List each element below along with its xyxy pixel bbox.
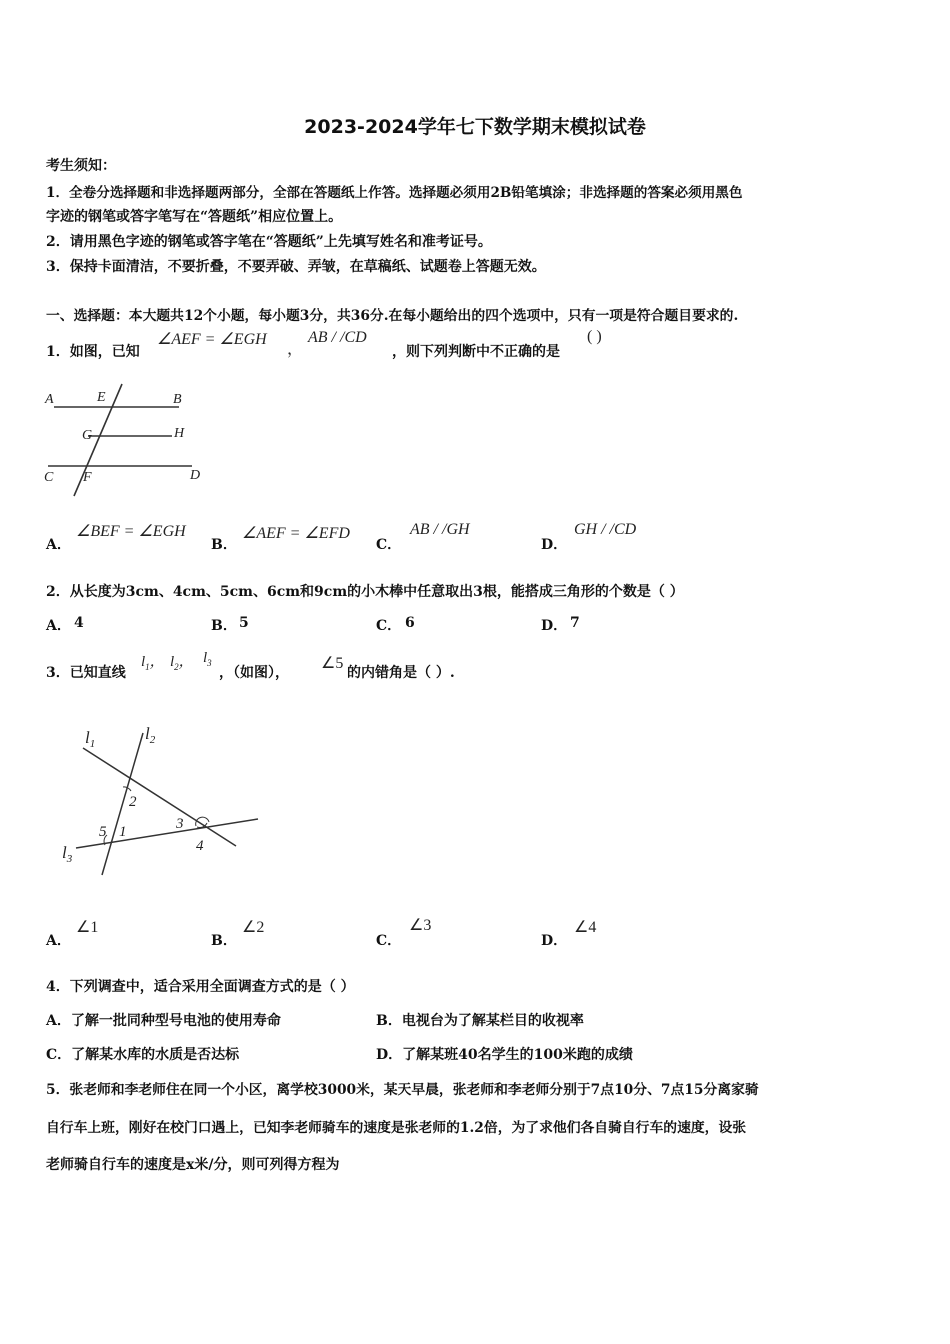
q5-line-3: 老师骑自行车的速度是x米/分，则可列得方程为 xyxy=(46,1157,340,1173)
point-d-label: D xyxy=(190,468,201,483)
q1-option-c-text: AB / /GH xyxy=(410,521,470,538)
q3-suffix: 的内错角是（ ）. xyxy=(347,665,455,681)
angle-label-1: 1 xyxy=(119,824,127,840)
q5-line-1: 5．张老师和李老师住在同一个小区，离学校3000米，某天早晨，张老师和李老师分别于7点10分、7点15分离家骑 xyxy=(46,1082,759,1098)
q4-option-c: C．了解某水库的水质是否达标 xyxy=(46,1047,240,1063)
point-b-label: B xyxy=(173,392,182,407)
q2-option-c-text: 6 xyxy=(405,615,415,631)
q3-mid: ，（如图）， xyxy=(219,665,289,681)
q1-condition-1: ∠AEF = ∠EGH xyxy=(157,331,267,348)
q1-condition-2: AB / /CD xyxy=(308,329,367,346)
q1-separator: ， xyxy=(287,341,304,358)
q4-option-a: A．了解一批同种型号电池的使用寿命 xyxy=(46,1013,281,1029)
point-g-label: G xyxy=(82,428,93,443)
q3-line-l1: $l_1$， xyxy=(141,654,165,672)
angle-label-5: 5 xyxy=(99,824,107,840)
q3-option-c-label: C． xyxy=(376,933,402,949)
q2-text: 2．从长度为3cm、4cm、5cm、6cm和9cm的小木棒中任意取出3根，能搭成三角形的个数是（ ） xyxy=(46,584,684,600)
q2-option-c-label: C． xyxy=(376,618,402,634)
point-c-label: C xyxy=(44,470,54,485)
q3-option-b-text: ∠2 xyxy=(242,919,265,936)
q1-option-c-label: C． xyxy=(376,537,402,553)
q1-option-d-label: D． xyxy=(541,537,568,553)
q2-option-d-text: 7 xyxy=(570,615,580,631)
notice-line-1b: 字迹的钢笔或答字笔写在“答题纸”相应位置上。 xyxy=(46,209,343,225)
q3-option-a-label: A． xyxy=(46,933,71,949)
q1-option-b-text: ∠AEF = ∠EFD xyxy=(242,525,350,542)
q1-answer-paren: ( ) xyxy=(587,328,602,345)
q4-option-d: D．了解某班40名学生的100米跑的成绩 xyxy=(376,1047,633,1063)
q2-option-d-label: D． xyxy=(541,618,568,634)
q2-option-b-label: B． xyxy=(211,618,237,634)
q3-option-b-label: B． xyxy=(211,933,237,949)
label-l2: $l_2$ xyxy=(145,724,156,746)
q4-option-b: B．电视台为了解某栏目的收视率 xyxy=(376,1013,584,1029)
q3-line-l3: $l_3$ xyxy=(203,650,212,668)
notice-line-1a: 1．全卷分选择题和非选择题两部分，全部在答题纸上作答。选择题必须用2B铅笔填涂；非选择题的答案必须用黑色 xyxy=(46,185,743,201)
label-l3: $l_3$ xyxy=(62,843,73,865)
notice-heading: 考生须知： xyxy=(46,158,116,174)
q3-option-d-text: ∠4 xyxy=(574,919,597,936)
angle-label-4: 4 xyxy=(196,838,204,854)
notice-line-2: 2．请用黑色字迹的钢笔或答字笔在“答题纸”上先填写姓名和准考证号。 xyxy=(46,234,492,250)
q1-option-d-text: GH / /CD xyxy=(574,521,637,538)
q5-line-2: 自行车上班，刚好在校门口遇上，已知李老师骑车的速度是张老师的1.2倍，为了求他们各自骑自行车的速度，设张 xyxy=(46,1120,747,1136)
section-heading: 一、选择题：本大题共12个小题，每小题3分，共36分.在每小题给出的四个选项中，只有一项是符合题目要求的. xyxy=(46,308,739,324)
q3-option-d-label: D． xyxy=(541,933,568,949)
q2-option-a-label: A． xyxy=(46,618,71,634)
point-h-label: H xyxy=(174,426,185,441)
q1-option-b-label: B． xyxy=(211,537,237,553)
q1-option-a-text: ∠BEF = ∠EGH xyxy=(76,523,186,540)
notice-line-3: 3．保持卡面清洁，不要折叠，不要弄破、弄皱，在草稿纸、试题卷上答题无效。 xyxy=(46,259,546,275)
q2-option-a-text: 4 xyxy=(74,615,84,631)
q4-text: 4．下列调查中，适合采用全面调查方式的是（ ） xyxy=(46,979,355,995)
q3-option-c-text: ∠3 xyxy=(409,917,432,934)
point-f-label: F xyxy=(83,470,92,485)
point-a-label: A xyxy=(45,392,54,407)
q1-suffix: ，则下列判断中不正确的是 xyxy=(392,344,560,360)
line-l2 xyxy=(102,733,143,875)
angle-label-3: 3 xyxy=(176,816,184,832)
point-e-label: E xyxy=(97,390,106,405)
angle-label-2: 2 xyxy=(129,794,137,810)
q2-option-b-text: 5 xyxy=(239,615,249,631)
label-l1: $l_1$ xyxy=(85,728,96,750)
q3-figure xyxy=(55,715,270,885)
q3-angle: ∠5 xyxy=(321,655,344,672)
q1-figure xyxy=(40,380,220,500)
q3-line-l2: $l_2$， xyxy=(170,654,194,672)
q1-prefix: 1．如图，已知 xyxy=(46,344,140,360)
page-title: 2023-2024学年七下数学期末模拟试卷 xyxy=(304,116,646,138)
q1-option-a-label: A． xyxy=(46,537,71,553)
q3-prefix: 3．已知直线 xyxy=(46,665,126,681)
q3-option-a-text: ∠1 xyxy=(76,919,99,936)
